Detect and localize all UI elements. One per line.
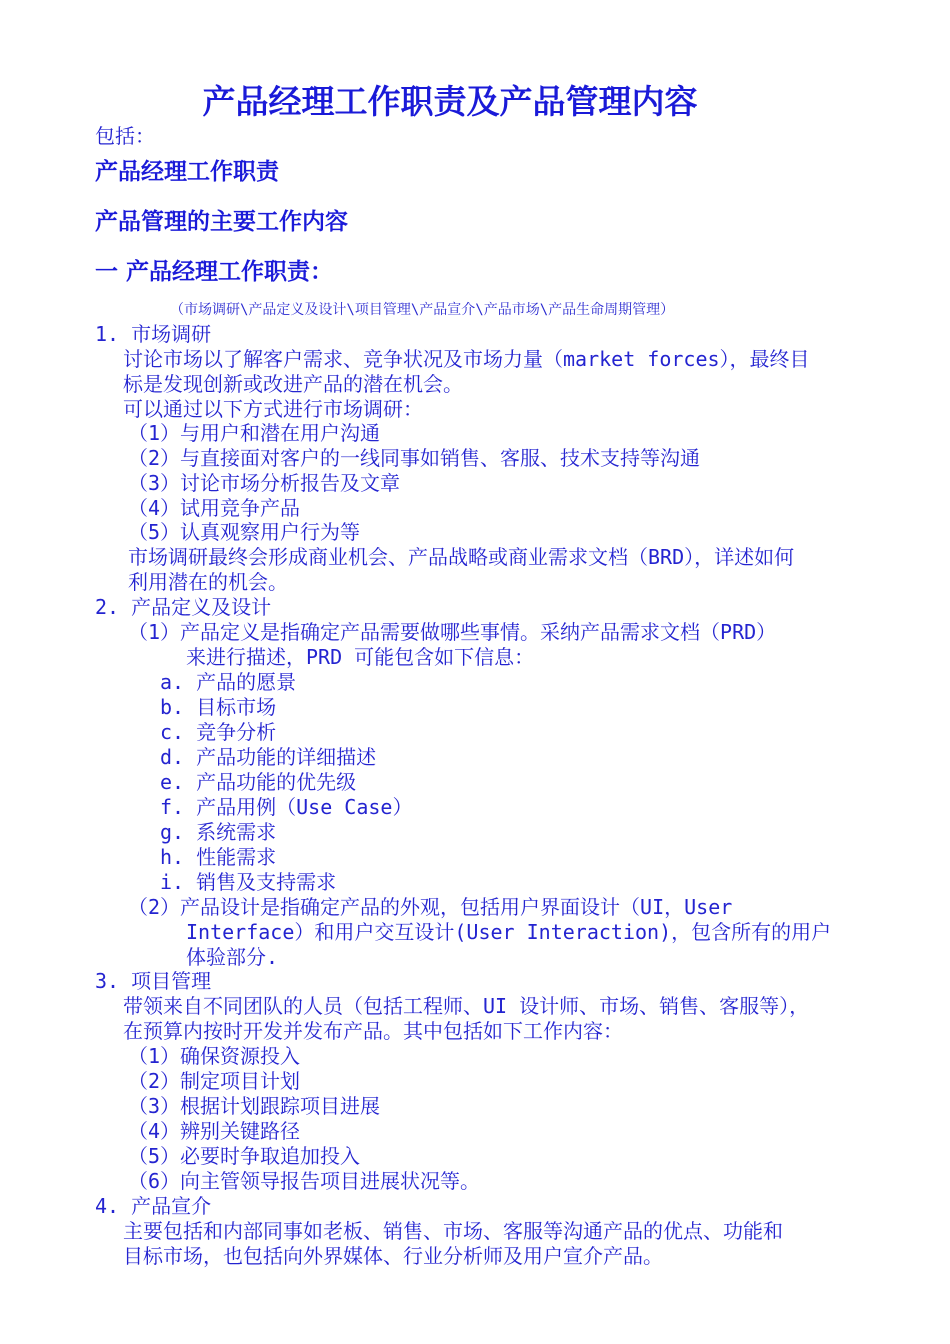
list-item: （2）制定项目计划	[128, 1069, 301, 1093]
section-heading: 一 产品经理工作职责：	[95, 259, 334, 285]
item1-conclusion-line1: 市场调研最终会形成商业机会、产品战略或商业需求文档（BRD），详述如何	[128, 545, 795, 569]
sublist-item: b. 目标市场	[160, 695, 277, 719]
item1-para1-line1: 讨论市场以了解客户需求、竞争状况及市场力量（market forces），最终目	[123, 347, 810, 371]
item4-para-line1: 主要包括和内部同事如老板、销售、市场、客服等沟通产品的优点、功能和	[123, 1219, 783, 1243]
list-item: （1）与用户和潜在用户沟通	[128, 421, 381, 445]
toc-item-responsibilities: 产品经理工作职责	[95, 159, 279, 185]
item3-para-line1: 带领来自不同团队的人员（包括工程师、UI 设计师、市场、销售、客服等），	[123, 994, 810, 1018]
list-item: （3）讨论市场分析报告及文章	[128, 471, 401, 495]
item2-p1-line2: 来进行描述，PRD 可能包含如下信息：	[186, 645, 535, 669]
list-item: （2）与直接面对客户的一线同事如销售、客服、技术支持等沟通	[128, 446, 701, 470]
toc-item-management-content: 产品管理的主要工作内容	[95, 209, 348, 235]
sublist-item: e. 产品功能的优先级	[160, 770, 357, 794]
sublist-item: f. 产品用例（Use Case）	[160, 795, 413, 819]
item3-title: 3. 项目管理	[95, 969, 212, 993]
sublist-item: c. 竞争分析	[160, 720, 277, 744]
item4-para-line2: 目标市场，也包括向外界媒体、行业分析师及用户宣介产品。	[123, 1244, 663, 1268]
item2-p2-line2: Interface）和用户交互设计(User Interaction)，包含所有的用户	[186, 920, 832, 944]
sublist-item: h. 性能需求	[160, 845, 277, 869]
item1-para1-line2: 标是发现创新或改进产品的潜在机会。	[123, 372, 463, 396]
list-item: （5）必要时争取追加投入	[128, 1144, 361, 1168]
document-title: 产品经理工作职责及产品管理内容	[202, 82, 698, 121]
list-item: （5）认真观察用户行为等	[128, 520, 361, 544]
sublist-item: i. 销售及支持需求	[160, 870, 337, 894]
item2-title: 2. 产品定义及设计	[95, 595, 272, 619]
include-label: 包括：	[95, 124, 155, 148]
list-item: （6）向主管领导报告项目进展状况等。	[128, 1169, 481, 1193]
item3-para-line2: 在预算内按时开发并发布产品。其中包括如下工作内容：	[123, 1019, 623, 1043]
section-subtitle: （市场调研\产品定义及设计\项目管理\产品宣介\产品市场\产品生命周期管理）	[170, 302, 675, 318]
item2-p2-line3: 体验部分.	[186, 945, 279, 969]
list-item: （1）确保资源投入	[128, 1044, 301, 1068]
sublist-item: a. 产品的愿景	[160, 670, 297, 694]
sublist-item: d. 产品功能的详细描述	[160, 745, 377, 769]
item1-conclusion-line2: 利用潜在的机会。	[128, 570, 288, 594]
item1-title: 1. 市场调研	[95, 322, 212, 346]
item4-title: 4. 产品宣介	[95, 1194, 212, 1218]
list-item: （4）试用竞争产品	[128, 496, 301, 520]
item2-p2-line1: （2）产品设计是指确定产品的外观，包括用户界面设计（UI，User	[128, 895, 733, 919]
sublist-item: g. 系统需求	[160, 820, 277, 844]
item1-para2: 可以通过以下方式进行市场调研：	[123, 397, 423, 421]
list-item: （4）辨别关键路径	[128, 1119, 301, 1143]
item2-p1-line1: （1）产品定义是指确定产品需要做哪些事情。采纳产品需求文档（PRD）	[128, 620, 777, 644]
list-item: （3）根据计划跟踪项目进展	[128, 1094, 381, 1118]
